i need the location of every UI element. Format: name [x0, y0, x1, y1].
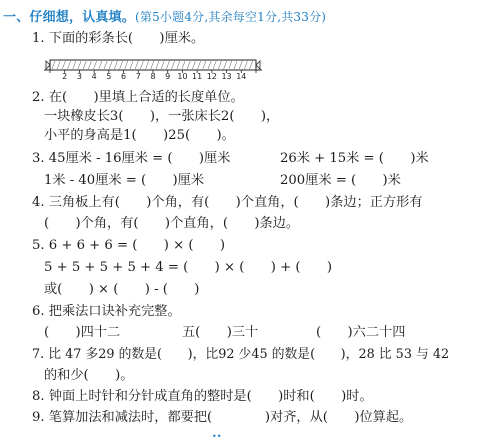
ruler-tick-label: 4	[91, 72, 97, 79]
ruler-tick-label: 10	[177, 72, 188, 79]
ruler-tick-label: 13	[221, 72, 232, 79]
question-7-line-2: 的和少( )。	[44, 368, 134, 383]
question-6-b: 五( )三十	[182, 325, 259, 340]
question-2-line-1: 2. 在( )里填上合适的长度单位。	[32, 90, 244, 105]
ruler-tick-label: 2	[62, 72, 68, 79]
question-5-line-3: 或( ) × ( ) - ( )	[44, 282, 200, 297]
question-4-line-2: ( )个角，有( )个直角，( )条边。	[44, 216, 300, 231]
question-2-line-2: 一块橡皮长3( )，一张床长2( )，	[44, 109, 280, 124]
color-bar-ruler	[44, 59, 262, 79]
question-2-line-3: 小平的身高是1( )25( )。	[44, 128, 235, 143]
question-8: 8. 钟面上时针和分针成直角的整时是( )时和( )时。	[32, 389, 373, 404]
question-3-a: 3. 45厘米 - 16厘米 = ( )厘米	[32, 151, 231, 166]
question-3-d: 200厘米 = ( )米	[280, 173, 401, 188]
question-3-b: 26米 + 15米 = ( )米	[280, 151, 429, 166]
ruler-tick-label: 11	[192, 72, 203, 79]
ruler-tick-label: 9	[165, 72, 171, 79]
question-5-line-1: 5. 6 + 6 + 6 = ( ) × ( )	[32, 238, 226, 253]
ruler-ticks	[50, 70, 256, 79]
question-9: 9. 笔算加法和减法时，都要把( )对齐，从( )位算起。	[32, 410, 413, 425]
question-5-line-2: 5 + 5 + 5 + 5 + 4 = ( ) × ( ) + ( )	[44, 260, 332, 275]
ruler-left-cap	[46, 61, 50, 69]
ruler-tick-label: 8	[150, 72, 156, 79]
ruler-right-cap	[256, 61, 260, 69]
section-note: (第5小题4分,其余每空1分,共33分)	[135, 10, 327, 24]
page-footer-dots: ••	[212, 432, 222, 441]
ruler-tick-label: 12	[206, 72, 217, 79]
ruler-tick-label: 7	[135, 72, 141, 79]
ruler-tick-label: 14	[236, 72, 247, 79]
question-6-c: ( )六二十四	[316, 325, 406, 340]
ruler-tick-label: 6	[121, 72, 127, 79]
question-6-line-1: 6. 把乘法口诀补充完整。	[32, 304, 181, 319]
question-3-c: 1米 - 40厘米 = ( )厘米	[44, 173, 205, 188]
ruler-tick-label: 5	[106, 72, 112, 79]
question-7-line-1: 7. 比 47 多29 的数是( )，比92 少45 的数是( )，28 比 53 与 42	[32, 347, 450, 362]
section-header	[3, 6, 326, 25]
question-1: 1. 下面的彩条长( )厘米。	[32, 31, 205, 46]
section-title: 一、仔细想，认真填。	[3, 10, 136, 25]
ruler-tick-label: 3	[76, 72, 82, 79]
question-4-line-1: 4. 三角板上有( )个角，有( )个直角，( )条边；正方形有	[32, 195, 423, 210]
question-6-a: ( )四十二	[44, 325, 121, 340]
